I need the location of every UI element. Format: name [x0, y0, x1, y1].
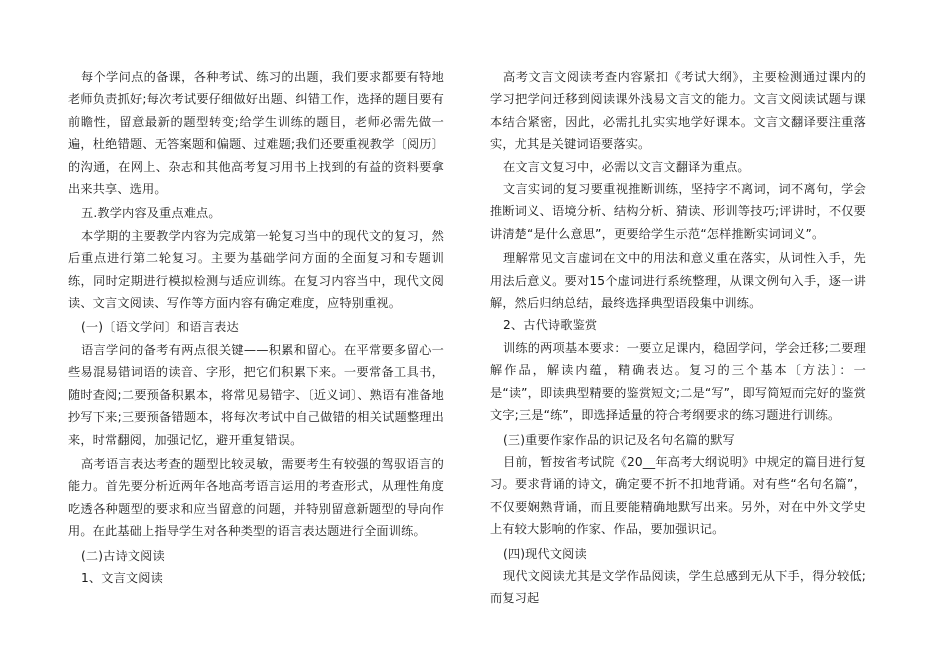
paragraph-translation-focus: 在文言文复习中，必需以文言文翻译为重点。: [503, 159, 750, 174]
heading-poetry-appreciation: 2、古代诗歌鉴赏: [503, 318, 598, 333]
heading-classical-chinese: 1、文言文阅读: [81, 570, 163, 585]
heading-famous-works: (三)重要作家作品的识记及名句名篇的默写: [503, 432, 735, 447]
paragraph-function-words: 理解常见文言虚词在文中的用法和意义重在落实，从词性入手，先用法后意义。要对15个虚词进行系统整理，从课文例句入手，逐一讲解，然后归纳总结，最终选择典型语段集中训练。: [490, 251, 866, 311]
heading-modern-reading: (四)现代文阅读: [503, 546, 587, 561]
paragraph-classical-exam: 高考文言文阅读考查内容紧扣《考试大纲》，主要检测通过课内的学习把学问迁移到阅读课外浅易文言文的能力。文言文阅读试题与课本结合紧密，因此，必需扎扎实实地学好课本。文言文翻译要注重落实，尤其是关键词语要落实。: [490, 70, 866, 152]
paragraph-language-knowledge: 语言学问的备考有两点很关键——积累和留心。在平常要多留心一些易混易错词语的读音、字形，把它们积累下来。一要常备工具书，随时查阅;二要预备积累本，将常见易错字、〔近义词〕、熟语有准备地抄写下来;三要预备错题本，将每次考试中自己做错的相关试题整理出来，时常翻阅，加强记忆，避开重复错误。: [68, 342, 444, 447]
right-column: [490, 66, 866, 610]
heading-language-knowledge: (一)〔语文学问〕和语言表达: [81, 320, 239, 335]
paragraph-recitation: 目前，暂按省考试院《20__年高考大纲说明》中规定的篇目进行复习。要求背诵的诗文，确定要不折不扣地背诵。对有些“名句名篇”，不仅要娴熟背诵，而且要能精确地默写出来。另外，对在中外文学史上有较大影响的作家、作品，要加强识记。: [490, 454, 866, 537]
paragraph-content-words: 文言实词的复习要重视推断训练，坚持字不离词，词不离句，学会推断词义、语境分析、结构分析、猜读、形训等技巧;评讲时，不仅要讲清楚“是什么意思”，更要给学生示范“怎样推断实词词义”。: [490, 182, 866, 241]
paragraph-lesson-prep: 每个学问点的备课，各种考试、练习的出题，我们要求都要有特地老师负责抓好;每次考试要仔细做好出题、纠错工作，选择的题目要有前瞻性，留意最新的题型转变;给学生训练的题目，老师必需先做一遍，杜绝错题、无答案题和偏题、过难题;我们还要重视教学〔阅历〕的沟通，在网上、杂志和其他高考复习用书上找到的有益的资料要拿出来共享、选用。: [68, 70, 444, 197]
heading-section-5: 五.教学内容及重点难点。: [81, 206, 221, 221]
heading-classical-reading: (二)古诗文阅读: [81, 548, 165, 563]
paragraph-poetry-training: 训练的两项基本要求：一要立足课内，稳固学问，学会迁移;二要理解作品，解读内蕴，精确表达。复习的三个基本〔方法〕：一是“读”，即读典型精要的鉴赏短文;二是“写”，即写简短而完好的鉴赏文字;三是“练”，即选择适量的符合考纲要求的练习题进行训练。: [490, 340, 866, 423]
paragraph-teaching-content: 本学期的主要教学内容为完成第一轮复习当中的现代文的复习，然后重点进行第二轮复习。主要为基础学问方面的全面复习和专题训练，同时定期进行模拟检测与适应训练。在复习内容当中，现代文阅读、文言文阅读、写作等方面内容有确定难度，应特别重视。: [68, 228, 444, 311]
paragraph-modern-reading: 现代文阅读尤其是文学作品阅读，学生总感到无从下手，得分较低;而复习起: [490, 568, 866, 606]
paragraph-language-expression: 高考语言表达考查的题型比较灵敏，需要考生有较强的驾驭语言的能力。首先要分析近两年各地高考语言运用的考查形式，从理性角度吃透各种题型的要求和应当留意的问题，并特别留意新题型的导向作用。在此基础上指导学生对各种类型的语言表达题进行全面训练。: [68, 456, 444, 539]
left-column: [68, 66, 444, 589]
